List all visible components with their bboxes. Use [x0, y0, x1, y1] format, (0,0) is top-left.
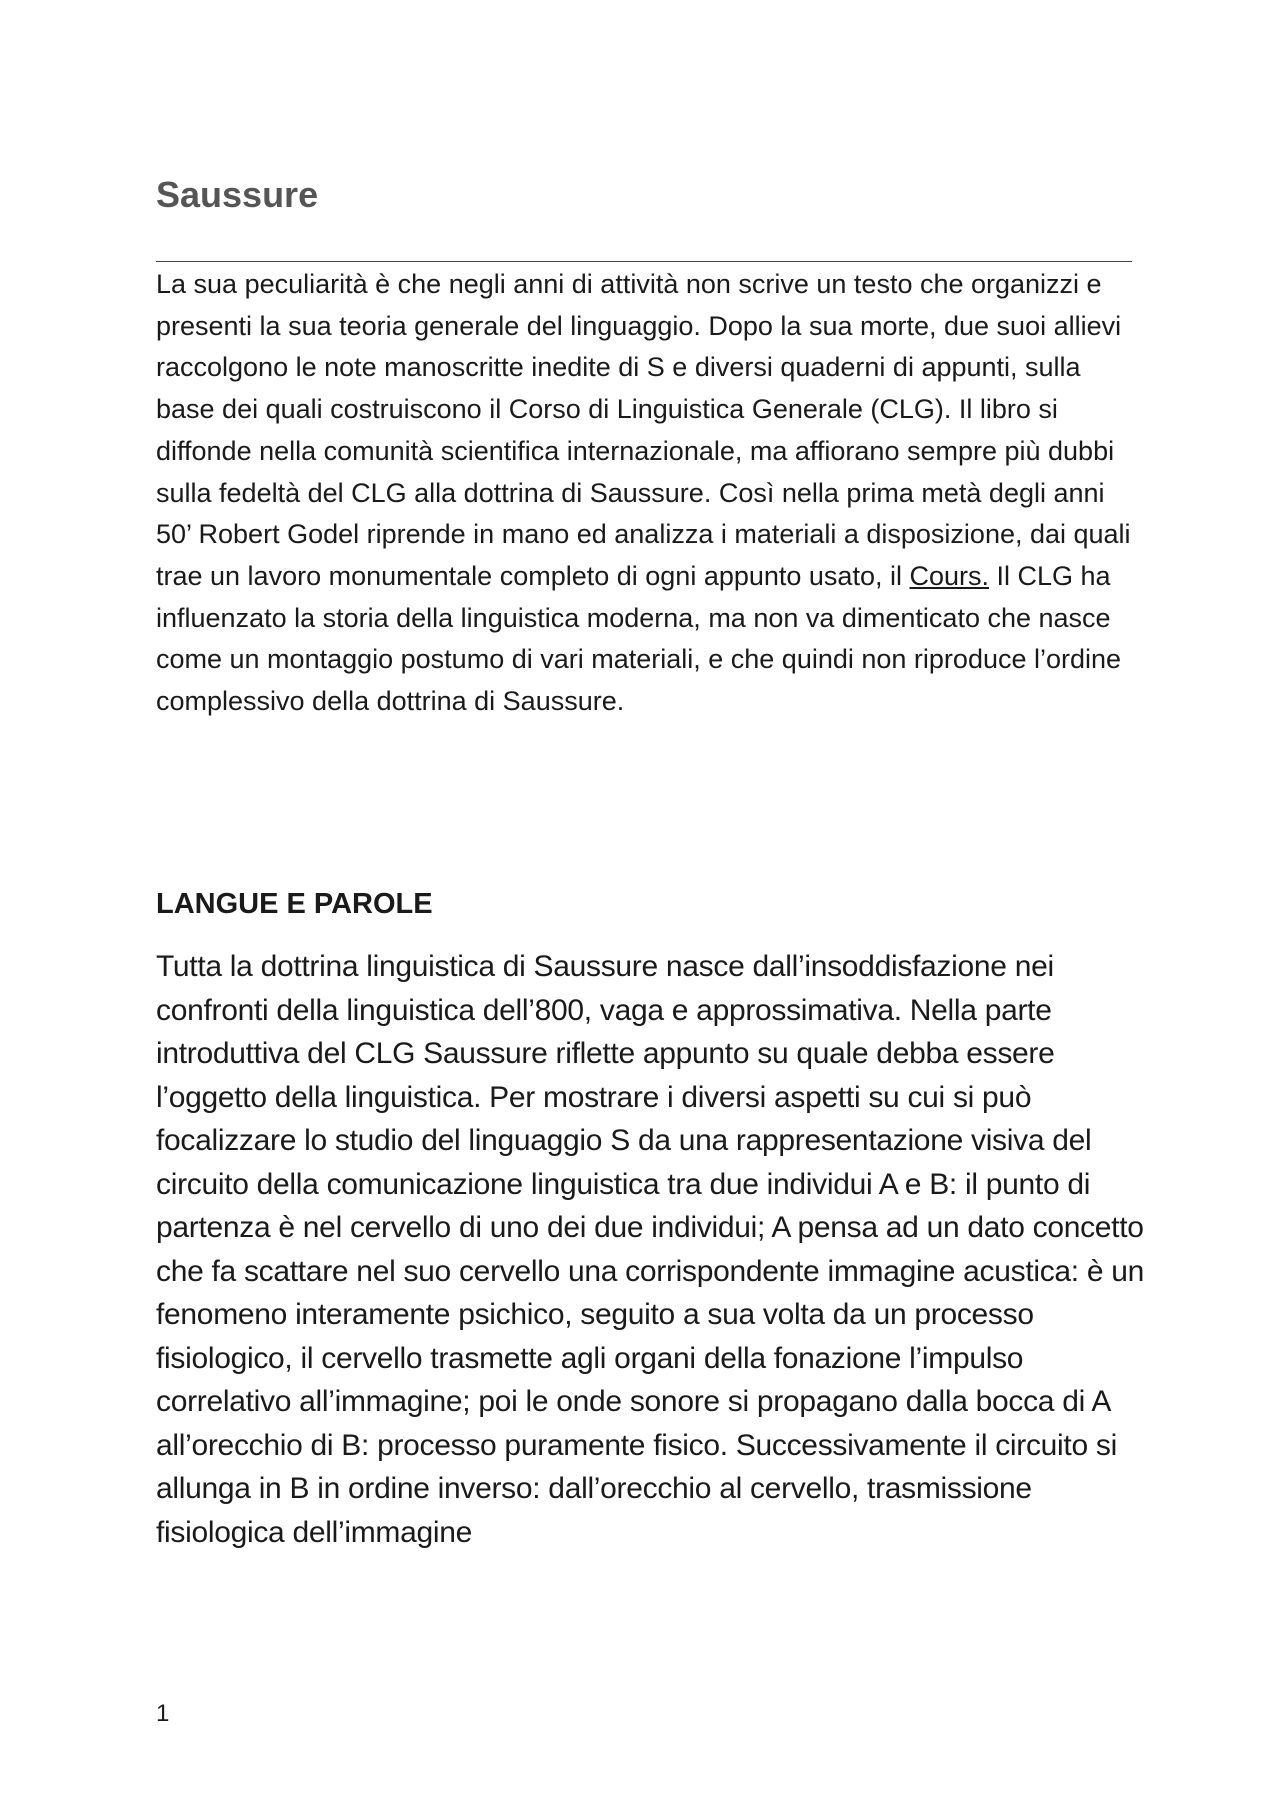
page-number: 1: [156, 1700, 170, 1727]
intro-text-after-link: Il CLG ha influenzato la storia della linguistica moderna, ma non va dimenticato che nasce come un montaggio postumo di vari materiali, e che quindi non riproduce l’ordine complessivo della dottrina di Saussure.: [156, 560, 1122, 717]
section-body-paragraph: Tutta la dottrina linguistica di Saussure nasce dall’insoddisfazione nei confronti della linguistica dell’800, vaga e approssimativa. Nella parte introduttiva del CLG Saussure riflette appunto su quale debba essere l’oggetto della linguistica. Per mostrare i diversi aspetti su cui si può focalizzare lo studio del linguaggio S da una rappresentazione visiva del circuito della comunicazione linguistica tra due individui A e B: il punto di partenza è nel cervello di uno dei due individui; A pensa ad un dato concetto che fa scattare nel suo cervello una corrispondente immagine acustica: è un fenomeno interamente psichico, seguito a sua volta da un processo fisiologico, il cervello trasmette agli organi della fonazione l’impulso correlativo all’immagine; poi le onde sonore si propagano dalla bocca di A all’orecchio di B: processo puramente fisico. Successivamente il circuito si allunga in B in ordine inverso: dall’orecchio al cervello, trasmissione fisiologica dell’immagine: [156, 950, 1145, 1549]
intro-paragraph: [156, 264, 1146, 723]
page-title: Saussure: [156, 174, 319, 215]
intro-text-before-link: La sua peculiarità è che negli anni di attività non scrive un testo che organizzi e presenti la sua teoria generale del linguaggio. Dopo la sua morte, due suoi allievi raccolgono le note manoscritte inedite di S e diversi quaderni di appunti, sulla base dei quali costruiscono il Corso di Linguistica Generale (CLG). Il libro si diffonde nella comunità scientifica internazionale, ma affiorano sempre più dubbi sulla fedeltà del CLG alla dottrina di Saussure. Così nella prima metà degli anni 50’ Robert Godel riprende in mano ed analizza i materiali a disposizione, dai quali trae un lavoro monumentale completo di ogni appunto usato, il: [156, 269, 1131, 591]
title-divider: [156, 261, 1132, 262]
section-heading: LANGUE E PAROLE: [156, 888, 433, 920]
cours-link[interactable]: Cours.: [909, 560, 989, 591]
